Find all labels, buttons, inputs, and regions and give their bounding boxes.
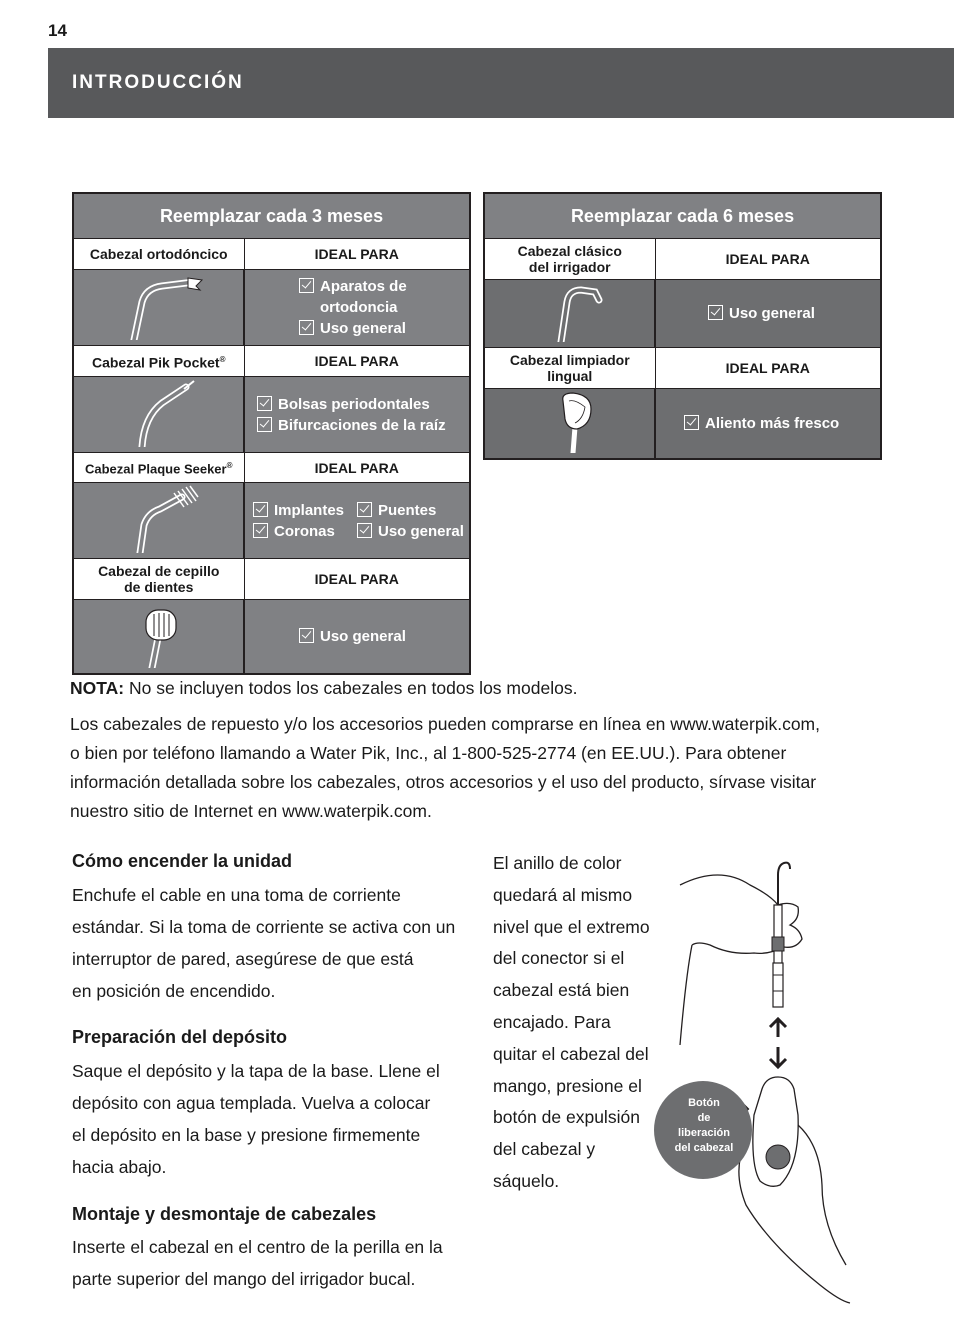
tip-name: Cabezal Plaque Seeker® [73,453,244,483]
ideal-for-label: IDEAL PARA [244,239,470,270]
ideal-for-label: IDEAL PARA [244,559,470,600]
checkbox-icon [257,417,272,432]
checkbox-icon [299,628,314,643]
section-text: Enchufe el cable en una toma de corriente estándar. Si la toma de corriente se activa con un interruptor de pared, asegúrese de que está en posición de encendido. [72,885,456,1001]
release-button-callout: Botón de liberación del cabezal [674,1097,734,1154]
checkbox-icon [357,523,372,538]
section-heading: Preparación del depósito [72,1027,288,1047]
checkbox-icon [299,320,314,335]
orthodontic-tip-icon [73,270,244,346]
uses-cell [244,600,470,675]
use-item: Puentes [357,500,469,521]
use-item: Bolsas periodontales [257,394,469,415]
use-item: Implantes [253,500,357,521]
use-item: Uso general [299,318,469,339]
checkbox-icon [684,415,699,430]
section-text: Inserte el cabezal en el centro de la perilla en la parte superior del mango del irrigador bucal. [72,1237,443,1289]
toothbrush-tip-icon [73,600,244,675]
note-text: No se incluyen todos los cabezales en todos los modelos. [124,678,578,698]
table-header: Reemplazar cada 3 meses [73,193,470,239]
section-banner [48,48,954,118]
tip-fitting-paragraph: El anillo de color quedará al mismo nivel que el extremo del conector si el cabezal está bien encajado. Para quitar el cabezal del mango, presione el botón de expulsión del cabezal y sáquelo. [493,853,650,1191]
uses-cell [655,280,881,348]
replace-6-months-table [483,192,882,460]
use-item: Aliento más fresco [684,413,880,434]
uses-cell [244,270,470,346]
tongue-cleaner-icon [484,389,655,460]
note [70,678,577,699]
section-text: Saque el depósito y la tapa de la base. Llene el depósito con agua templada. Vuelva a colocar el depósito en la base y presione firmemente hacia abajo. [72,1061,440,1177]
checkbox-icon [253,502,268,517]
ideal-for-label: IDEAL PARA [244,453,470,483]
tip-name: Cabezal limpiador lingual [484,348,655,389]
table-header: Reemplazar cada 6 meses [484,193,881,239]
checkbox-icon [253,523,268,538]
section-title: INTRODUCCIÓN [72,72,244,93]
classic-jet-tip-icon [484,280,655,348]
use-item: Uso general [708,303,880,324]
use-item: Coronas [253,521,357,542]
ideal-for-label: IDEAL PARA [655,348,881,389]
replace-3-months-table [72,192,471,675]
tip-removal-illustration [650,845,860,1310]
tip-name: Cabezal clásico del irrigador [484,239,655,280]
ideal-for-label: IDEAL PARA [244,346,470,377]
page-number: 14 [48,21,67,40]
tip-name: Cabezal de cepillo de dientes [73,559,244,600]
checkbox-icon [299,278,314,293]
hand-and-handle-icon [650,845,860,1305]
plaque-seeker-tip-icon [73,483,244,559]
pik-pocket-tip-icon [73,377,244,453]
use-item: Aparatos de [299,276,469,297]
checkbox-icon [257,396,272,411]
tip-name: Cabezal Pik Pocket® [73,346,244,377]
use-item: Uso general [299,626,469,647]
note-label: NOTA: [70,678,125,698]
section-heading: Montaje y desmontaje de cabezales [72,1204,377,1224]
use-item: ortodoncia [320,299,398,316]
uses-cell [244,377,470,453]
uses-cell [244,483,470,559]
tip-name: Cabezal ortodóncico [73,239,244,270]
checkbox-icon [357,502,372,517]
use-item: Uso general [357,521,469,542]
ideal-for-label: IDEAL PARA [655,239,881,280]
uses-cell [655,389,881,460]
checkbox-icon [708,305,723,320]
use-item: Bifurcaciones de la raíz [257,415,469,436]
purchase-info-paragraph: Los cabezales de repuesto y/o los accesorios pueden comprarse en línea en www.waterpik.com, o bien por teléfono llamando a Water Pik, Inc., al 1-800-525-2774 (en EE.UU.). Para obtener información detallada sobre los cabezales, otros accesorios y el uso del producto, sírvase visitar nuestro sitio de Internet en www.waterpik.com. [70,714,820,821]
section-heading: Cómo encender la unidad [72,851,293,871]
